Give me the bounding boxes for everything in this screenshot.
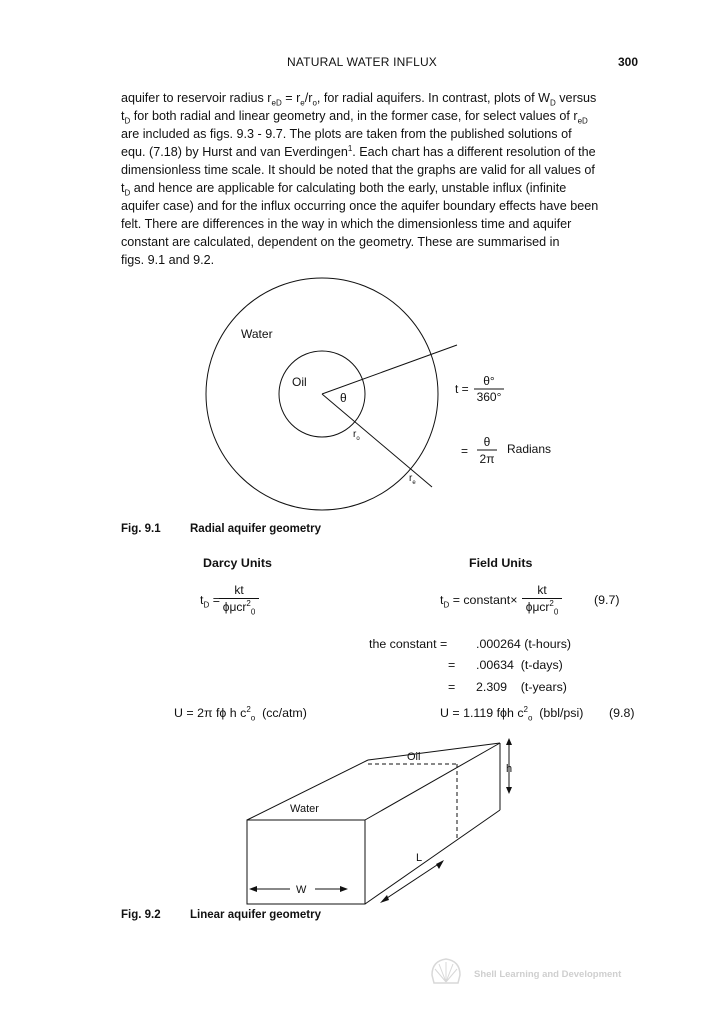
para-line-2: $t_D$ for both radial and linear geometry and, in the former case, for select values of $r_{eD}$	[121, 109, 588, 126]
w-label: W	[296, 884, 307, 896]
t-fraction-numerator: θ°	[483, 374, 495, 388]
field-aquifer-constant: U = 1.119 fϕh $c^2_o$ (bbl/psi)	[440, 704, 584, 723]
fig1-caption-number: Fig. 9.1	[121, 523, 161, 535]
shell-footer-logo	[430, 955, 640, 994]
t-fraction-denominator: 360°	[476, 390, 502, 404]
fig2-caption-number: Fig. 9.2	[121, 909, 161, 921]
fig2-caption-text: Linear aquifer geometry	[190, 909, 322, 921]
darcy-td-fraction: kt ϕμcr$^2_0$	[219, 583, 259, 614]
radians-denominator: 2π	[479, 452, 495, 466]
para-line-10: figs. 9.1 and 9.2.	[121, 253, 215, 267]
para-line-6: $t_D$ and hence are applicable for calculating both the early, unstable influx (infinite	[121, 181, 567, 198]
para-line-8: felt. There are differences in the way in which the dimensionless time and aquifer	[121, 217, 572, 231]
constant-hours: .000264 (t-hours)	[476, 637, 572, 651]
t-equals-label: t =	[455, 382, 469, 396]
page-number: 300	[618, 55, 639, 69]
darcy-aquifer-constant: U = 2π fϕ h $c^2_o$ (cc/atm)	[174, 704, 307, 723]
darcy-td-lhs: $t_D$ =	[200, 593, 220, 610]
constant-days-eq: =	[448, 658, 456, 672]
para-line-7: aquifer case) and for the influx occurring once the aquifer boundary effects have been	[121, 199, 599, 213]
para-line-5: dimensionless time scale. It should be noted that the graphs are valid for all values of	[121, 163, 595, 177]
field-td-fraction: kt ϕμcr$^2_0$	[522, 583, 562, 614]
angle-ray-upper	[322, 345, 457, 394]
darcy-units-heading: Darcy Units	[203, 556, 272, 570]
angle-ray-lower	[322, 394, 432, 487]
linear-aquifer-diagram	[0, 730, 723, 910]
radians-word: Radians	[507, 442, 552, 456]
para-line-4: equ. (7.18) by Hurst and van Everdingen$^1$. Each chart has a different resolution of the	[121, 143, 596, 159]
radians-numerator: θ	[483, 435, 491, 449]
l-label: L	[416, 852, 423, 864]
equation-number-9-8: (9.8)	[609, 706, 635, 720]
l-dimension-arrow	[384, 863, 440, 900]
field-units-heading: Field Units	[469, 556, 533, 570]
fig1-caption-text: Radial aquifer geometry	[190, 523, 322, 535]
ro-label: $r_o$	[353, 429, 360, 442]
water-label-linear: Water	[290, 803, 319, 815]
para-line-3: are included as figs. 9.3 - 9.7. The plots are taken from the published solutions of	[121, 127, 572, 141]
equation-number-9-7: (9.7)	[594, 593, 620, 607]
oil-label-linear: Oil	[407, 751, 421, 763]
constant-years: 2.309 (t-years)	[476, 680, 567, 694]
constant-days: .00634 (t-days)	[476, 658, 563, 672]
field-td-lhs: $t_D$ = constant×	[440, 593, 518, 610]
constant-label: the constant =	[369, 637, 448, 651]
shell-pecten-icon	[430, 955, 640, 989]
constant-years-eq: =	[448, 680, 456, 694]
para-line-1: aquifer to reservoir radius $r_{eD} = r_e/r_o$, for radial aquifers. In contrast, plots of $W_D$ versus	[121, 91, 597, 108]
re-label: $r_e$	[409, 473, 416, 486]
footer-brand-text: Shell Learning and Development	[474, 969, 622, 980]
oil-label: Oil	[292, 375, 307, 389]
para-line-9: constant are calculated, dependent on the geometry. These are summarised in	[121, 235, 560, 249]
running-header-title: NATURAL WATER INFLUX	[287, 55, 438, 69]
radians-equals: =	[461, 444, 469, 458]
water-label: Water	[241, 327, 273, 341]
h-label: h	[506, 763, 513, 775]
theta-label: θ	[340, 391, 347, 405]
